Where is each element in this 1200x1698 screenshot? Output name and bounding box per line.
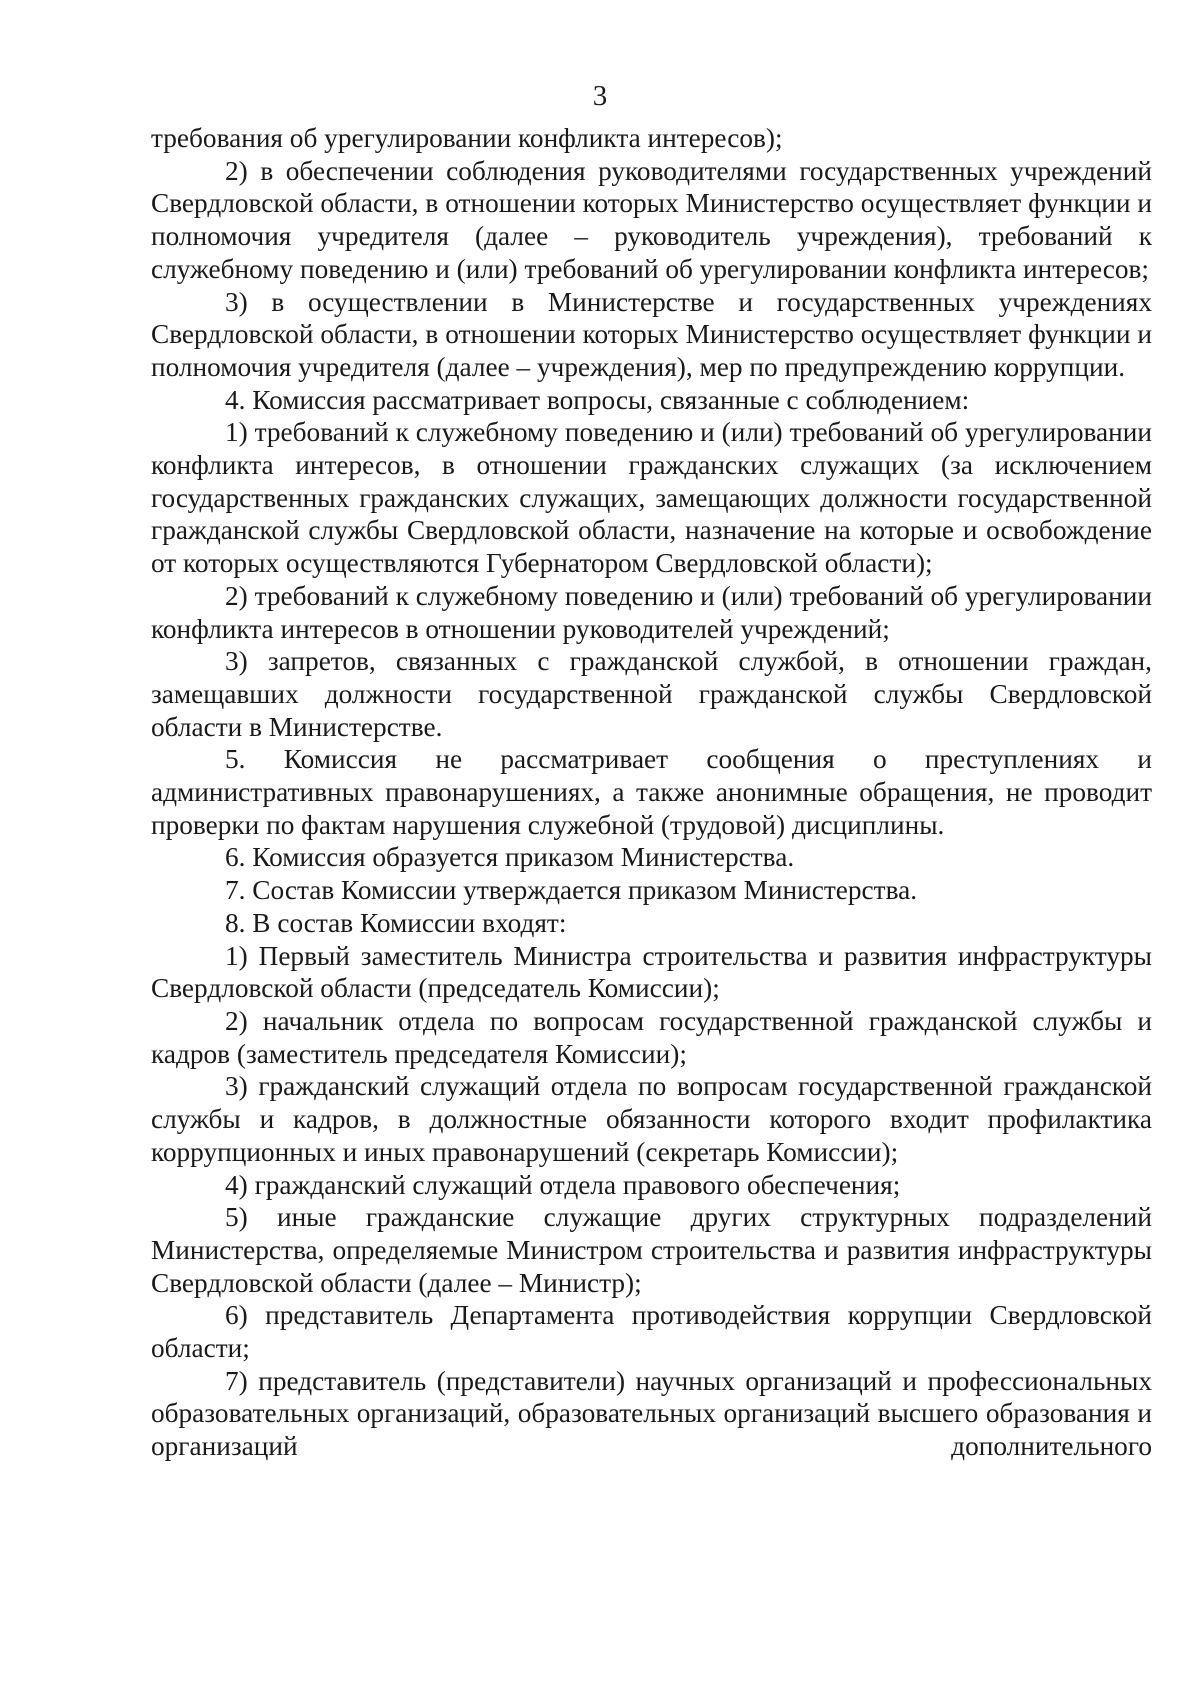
paragraph-clause-5: 5. Комиссия не рассматривает сообщения о преступлениях и административных правонарушениях, а также анонимные обращения, не проводит проверки по фактам нарушения служебной (трудовой) дисциплины. — [151, 744, 1152, 840]
paragraph-clause-8-item-6: 6) представитель Департамента противодействия коррупции Свердловской области; — [151, 1300, 1152, 1364]
paragraph-item-3-corruption-prevention: 3) в осуществлении в Министерстве и государственных учреждениях Свердловской области, в отношении которых Министерство осуществляет функции и полномочия учредителя (далее – учреждения), мер по предупреждению коррупции. — [151, 286, 1152, 382]
paragraph-clause-4: 4. Комиссия рассматривает вопросы, связанные с соблюдением: — [225, 384, 970, 415]
page-number: 3 — [592, 80, 608, 112]
paragraph-clause-8: 8. В состав Комиссии входят: — [225, 907, 567, 938]
paragraph-clause-6: 6. Комиссия образуется приказом Министерства. — [225, 842, 795, 873]
paragraph-clause-8-item-2: 2) начальник отдела по вопросам государственной гражданской службы и кадров (заместитель председателя Комиссии); — [151, 1005, 1152, 1069]
paragraph-clause-8-item-4: 4) гражданский служащий отдела правового обеспечения; — [225, 1169, 901, 1200]
paragraph-clause-4-item-1: 1) требований к служебному поведению и (или) требований об урегулировании конфликта интересов, в отношении гражданских служащих (за исключением государственных гражданских служащих, замещающих должности государственной гражданской службы Свердловской области, назначение на которые и освобождение от которых осуществляются Губернатором Свердловской области); — [151, 417, 1152, 579]
document-body — [151, 122, 1152, 1463]
paragraph-clause-8-item-7: 7) представитель (представители) научных организаций и профессиональных образовательных организаций, образовательных организаций высшего образования и организаций дополнительного — [151, 1365, 1152, 1462]
paragraph-clause-4-item-2: 2) требований к служебному поведению и (или) требований об урегулировании конфликта интересов в отношении руководителей учреждений; — [151, 580, 1152, 644]
paragraph-clause-8-item-1: 1) Первый заместитель Министра строительства и развития инфраструктуры Свердловской области (председатель Комиссии); — [151, 940, 1152, 1004]
paragraph-clause-4-item-3: 3) запретов, связанных с гражданской службой, в отношении граждан, замещавших должности государственной гражданской службы Свердловской области в Министерстве. — [151, 646, 1152, 742]
paragraph-clause-8-item-3: 3) гражданский служащий отдела по вопросам государственной гражданской службы и кадров, в должностные обязанности которого входит профилактика коррупционных и иных правонарушений (секретарь Комиссии); — [151, 1071, 1152, 1167]
paragraph-item-2-compliance-heads: 2) в обеспечении соблюдения руководителями государственных учреждений Свердловской области, в отношении которых Министерство осуществляет функции и полномочия учредителя (далее – руководитель учреждения), требований к служебному поведению и (или) требований об урегулировании конфликта интересов; — [151, 155, 1152, 284]
paragraph-clause-7: 7. Состав Комиссии утверждается приказом Министерства. — [225, 875, 918, 906]
paragraph-clause-8-item-5: 5) иные гражданские служащие других структурных подразделений Министерства, определяемые Министром строительства и развития инфраструктуры Свердловской области (далее – Министр); — [151, 1202, 1152, 1298]
paragraph-continuation: требования об урегулировании конфликта интересов); — [151, 123, 783, 153]
